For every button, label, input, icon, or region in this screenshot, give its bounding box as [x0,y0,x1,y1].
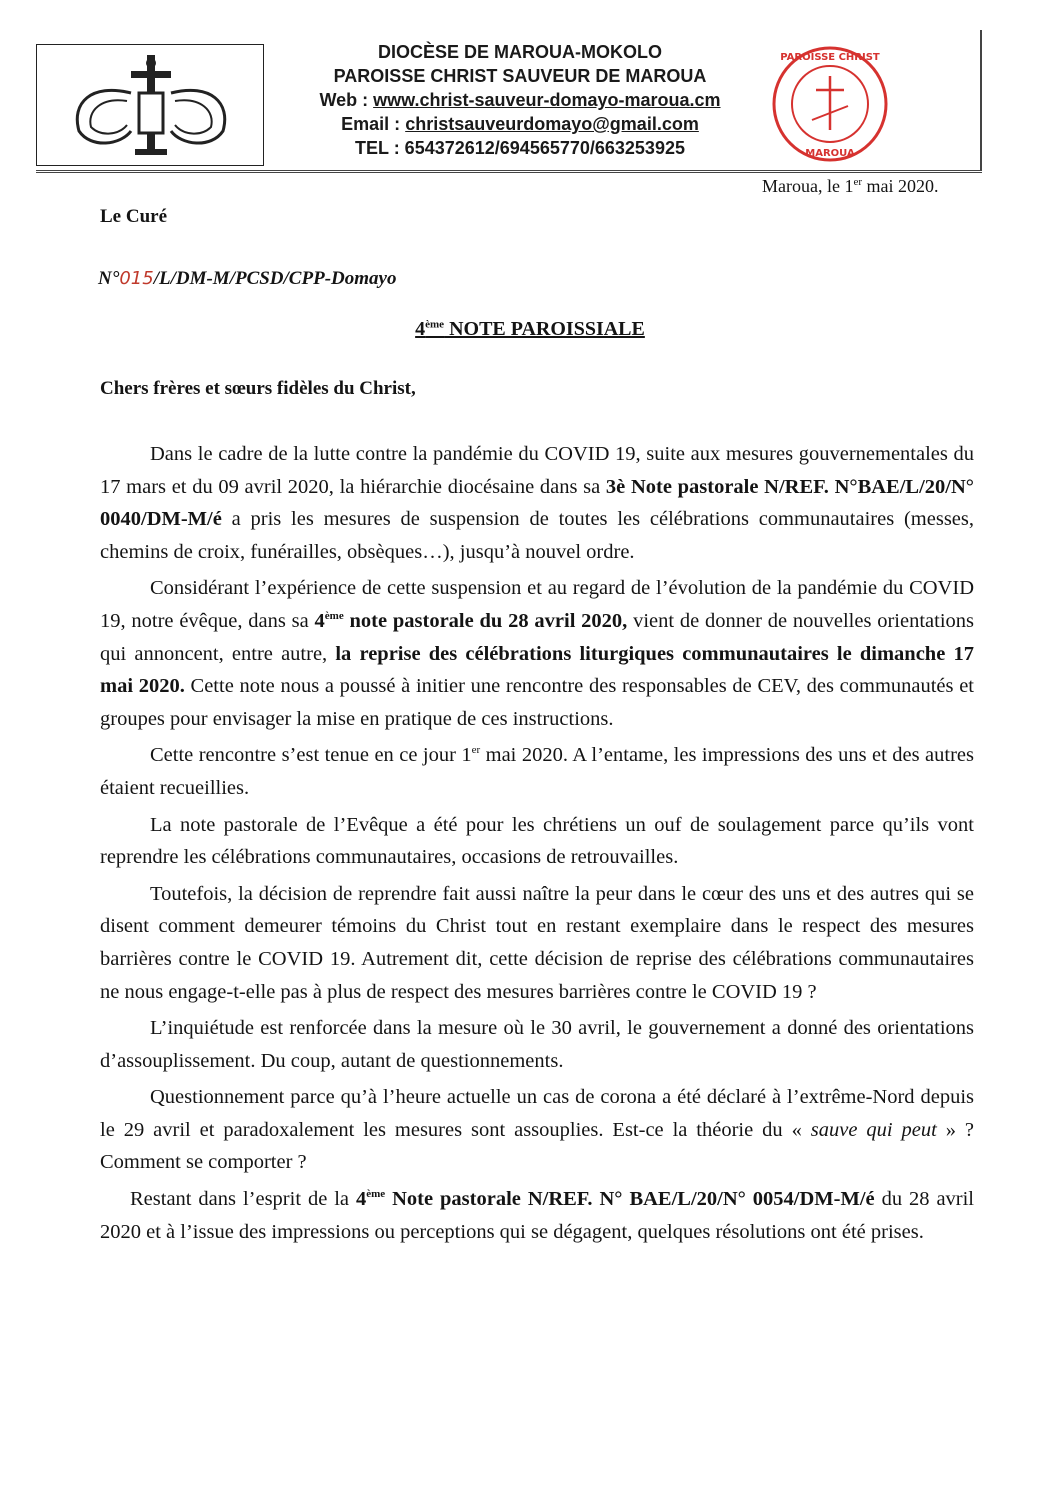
p8-text-c: du 28 avril 2020 et à l’issue des impressions ou perceptions qui se dégagent, quelques résolutions ont été prises. [100,1188,975,1243]
reference-handwritten: 015 [119,268,154,289]
header-vertical-rule [980,30,982,170]
p7-text-c: » ? Comment se comporter ? [100,1118,975,1174]
website-link[interactable]: www.christ-sauveur-domayo-maroua.cm [373,90,721,110]
letter-date [762,176,939,197]
paragraph-1 [100,438,974,568]
paragraph-5: Toutefois, la décision de reprendre fait aussi naître la peur dans le cœur des uns et des autres qui se disent comment demeurer témoins du Christ tout en restant exemplaire dans le respect des mesures barrières contre le COVID 19. Autrement dit, cette décision de reprise des célébrations communautaires ne nous engage-t-elle pas à plus de respect des mesures barrières contre le COVID 19 ? [100,882,974,1003]
reference-suffix: /L/DM-M/PCSD/CPP-Domayo [153,268,397,289]
salutation: Chers frères et sœurs fidèles du Christ, [100,378,416,399]
p2-text-c: vient de donner de nouvelles orientations qui annoncent, entre autre, [100,609,975,665]
date-suffix: mai 2020. [862,176,939,196]
web-line [276,88,764,112]
email-line [276,112,764,136]
p1-bold-ref: 3è Note pastorale N/REF. N°BAE/L/20/N° 0040/DM-M/é [100,475,974,531]
title-sup: ème [425,318,445,331]
diocese-name: DIOCÈSE DE MAROUA-MOKOLO [377,42,662,62]
p2-bold-reprise: la reprise des célébrations liturgiques communautaires le dimanche 17 mai 2020. [100,642,974,698]
p1-text-c: a pris les mesures de suspension de toutes les célébrations communautaires (messes, chemins de croix, funérailles, obsèques…), jusqu’à nouvel ordre. [100,508,974,563]
p3-text-b: mai 2020. A l’entame, les impressions des uns et des autres étaient recueillies. [100,744,974,799]
web-label: Web : [319,90,374,110]
paragraph-8 [100,1183,974,1248]
reference-prefix: N° [98,268,120,289]
letterhead [276,40,764,160]
title-text: NOTE PAROISSIALE [444,318,645,340]
p2-note-sup: ème [324,610,344,623]
p2-note-text: note pastorale du 28 avril 2020, [343,609,628,632]
diocese-logo [36,44,264,166]
p3-text-a: Cette rencontre s’est tenue en ce jour 1 [150,744,472,767]
p8-note-text: Note pastorale N/REF. N° BAE/L/20/N° 0054/DM-M/é [385,1188,875,1211]
p2-text-a: Considérant l’expérience de cette suspension et au regard de l’évolution de la pandémie du COVID 19, notre évêque, dans sa [100,577,974,632]
p8-bold-note [356,1188,875,1210]
email-link[interactable]: christsauveurdomayo@gmail.com [405,114,699,134]
paragraph-2 [100,572,974,735]
svg-text:PAROISSE CHRIST: PAROISSE CHRIST [780,52,880,63]
p8-note-number: 4 [355,1188,367,1211]
parish-name: PAROISSE CHRIST SAUVEUR DE MAROUA [333,66,707,86]
p8-text-a: Restant dans l’esprit de la [130,1188,356,1211]
p3-sup: er [471,744,481,757]
letter-body [100,438,974,1252]
signatory-title: Le Curé [100,206,168,227]
p1-text-a: Dans le cadre de la lutte contre la pandémie du COVID 19, suite aux mesures gouvernementales du 17 mars et du 09 avril 2020, la hiérarchie diocésaine dans sa [100,443,974,498]
cross-emblem-icon [61,53,241,159]
paragraph-7 [100,1081,974,1179]
p7-italic: sauve qui peut [810,1118,937,1141]
paragraph-6: L’inquiétude est renforcée dans la mesure où le 30 avril, le gouvernement a donné des orientations d’assouplissement. Du coup, autant de questionnements. [100,1017,974,1072]
reference-number [98,268,396,290]
parish-seal-stamp [770,44,890,164]
date-prefix: Maroua, le 1 [762,176,854,196]
paragraph-4: La note pastorale de l’Evêque a été pour les chrétiens un ouf de soulagement parce qu’ils vont reprendre les célébrations communautaires, occasions de retrouvailles. [100,813,974,869]
p2-note-number: 4 [314,609,325,632]
p2-bold-note [315,610,628,632]
p2-text-e: Cette note nous a poussé à initier une rencontre des responsables de CEV, des communautés et groupes pour envisager la mise en pratique de ces instructions. [100,675,974,730]
title-number: 4 [415,318,426,340]
email-label: Email : [341,114,406,134]
header-divider [36,170,982,173]
document-title [0,318,1060,341]
p7-text-a: Questionnement parce qu’à l’heure actuelle un cas de corona a été déclaré à l’extrême-Nord depuis le 29 avril et paradoxalement les mesures sont assouplies. Est-ce la théorie du « [100,1086,974,1141]
date-sup: er [853,176,863,188]
paragraph-3 [100,739,974,804]
phone-line: TEL : 654372612/694565770/663253925 [355,138,685,158]
svg-text:MAROUA: MAROUA [805,148,855,159]
p8-note-sup: ème [366,1188,386,1201]
